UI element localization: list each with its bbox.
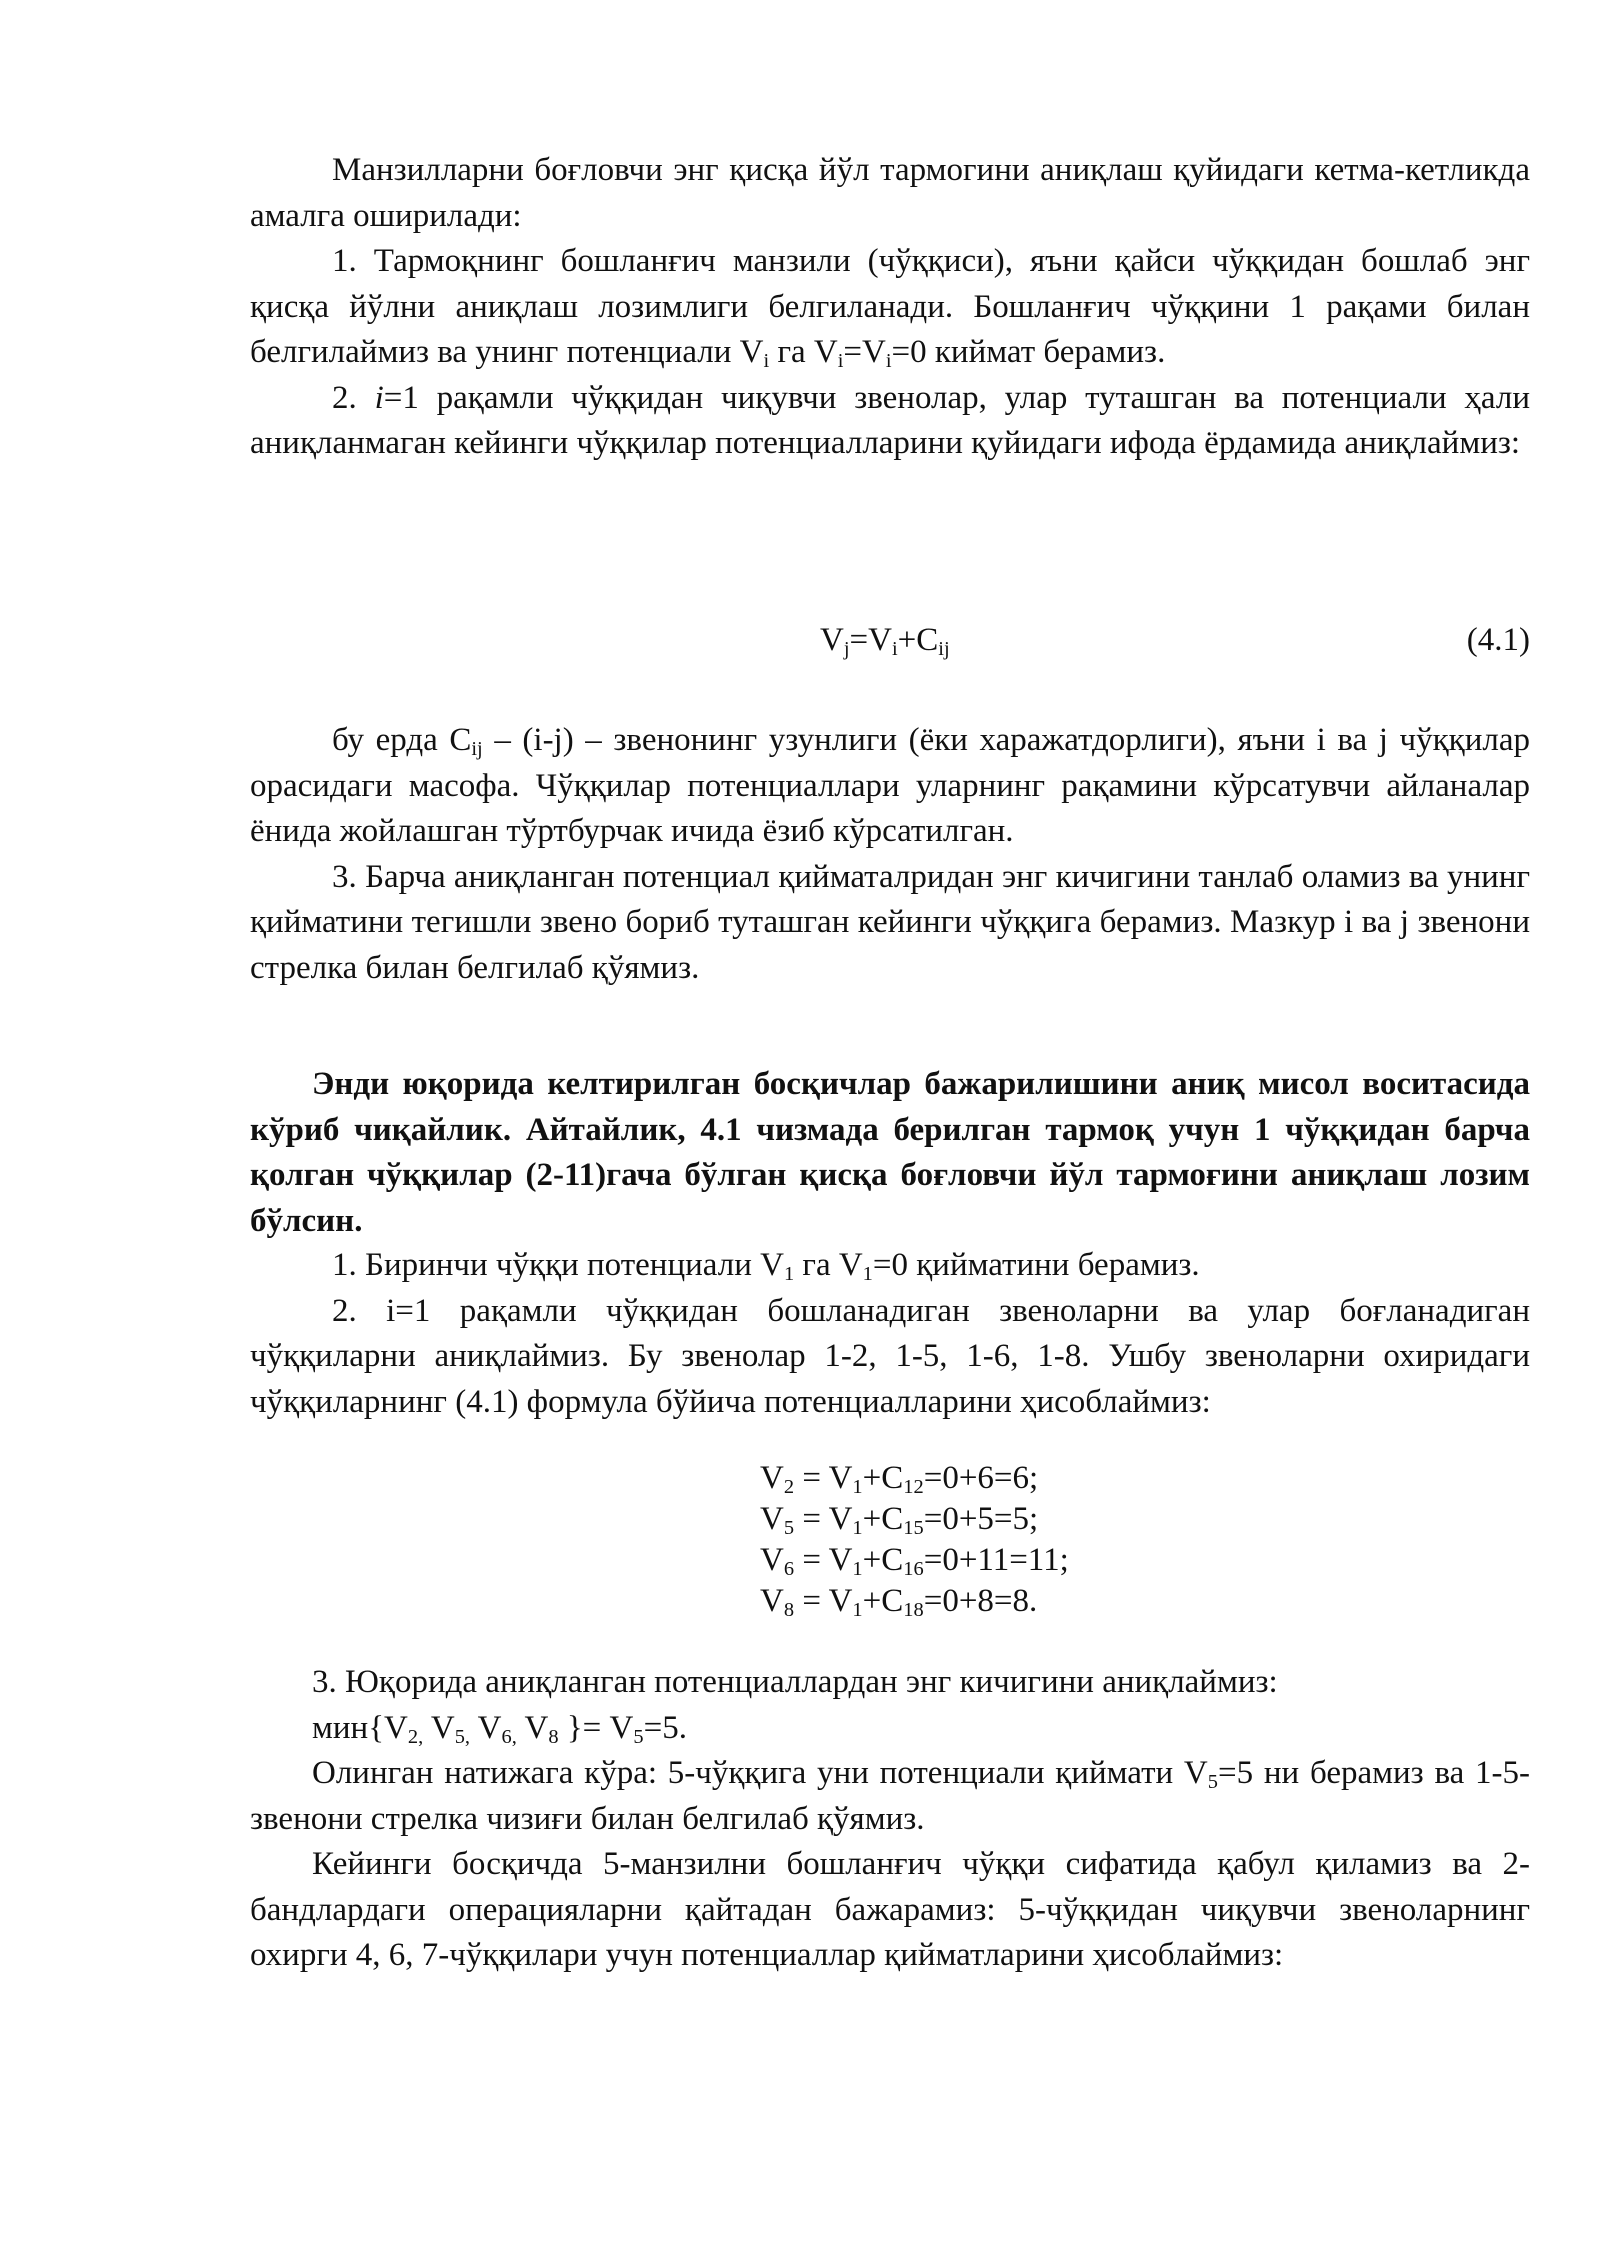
- formula-expression: $V_j=V_i+C_{ij}$: [820, 622, 950, 661]
- potential-equations: [760, 1458, 1069, 1622]
- next-step-paragraph: Кейинги босқичда 5-манзилни бошланғич чўққи сифатида қабул қиламиз ва 2-бандлардаги операцияларни қайтадан бажарамиз: 5-чўққидан чиқувчи звеноларнинг охирги 4, 6, 7-чўққилари учун потенциаллар қийматларини ҳисоблаймиз:: [250, 1846, 1530, 1973]
- equation-line: $V_2 = V_1+C_{12}=0+6=6$;: [760, 1460, 1039, 1499]
- definition-paragraph: бу ерда $C_{ij} - (i-j)$ – звенонинг узунлиги (ёки харажатдорлиги), яъни i ва j чўққилар орасидаги масофа. Чўққилар потенциаллари уларнинг рақамини кўрсатувчи айланалар ёнида жойлашган тўртбурчак ичида ёзиб кўрсатилган.: [250, 722, 1530, 849]
- example-step-3: 3. Юқорида аниқланган потенциаллардан энг кичигини аниқлаймиз:: [312, 1664, 1278, 1700]
- step-1-paragraph: 1. Тармоқнинг бошланғич манзили (чўққиси), яъни қайси чўққидан бошлаб энг қисқа йўлни аниқлаш лозимлиги белгиланади. Бошланғич чўққини 1 рақами билан белгилаймиз ва унинг потенциали $V_i$ га $V_i=V_i=0$ киймат берамиз.: [250, 243, 1530, 373]
- example-steps: [250, 1243, 1530, 1425]
- formula-label: (4.1): [1466, 622, 1530, 658]
- step-2-paragraph: 2. i=1 рақамли чўққидан чиқувчи звенолар, улар туташган ва потенциали ҳали аниқланмаган кейинги чўққилар потенциалларини қуйидаги ифода ёрдамида аниқлаймиз:: [250, 379, 1530, 461]
- intro-paragraph: Манзилларни боғловчи энг қисқа йўл тармогини аниқлаш қуйидаги кетма-кетликда амалга оширилади:: [250, 152, 1530, 234]
- equation-line: $V_5 = V_1+C_{15}=0+5=5$;: [760, 1501, 1039, 1540]
- example-step-1: 1. Биринчи чўққи потенциали $V_1$ га $V_1=0$ қийматини берамиз.: [332, 1247, 1200, 1286]
- example-conclusion: [250, 1660, 1530, 1979]
- step-3-paragraph: 3. Барча аниқланган потенциал қийматалридан энг кичигини танлаб оламиз ва унинг қийматини тегишли звено бориб туташган кейинги чўққига берамиз. Мазкур i ва j звенони стрелка билан белгилаб қўямиз.: [250, 858, 1530, 986]
- example-section: [250, 1062, 1530, 1244]
- algorithm-section: [250, 148, 1530, 467]
- algorithm-section-cont: [250, 718, 1530, 991]
- example-intro-paragraph: Энди юқорида келтирилган босқичлар бажарилишини аниқ мисол воситасида кўриб чиқайлик. Айтайлик, 4.1 чизмада берилган тармоқ учун 1 чўққидан барча қолган чўққилар (2-11)гача бўлган қисқа боғловчи йўл тармоғини аниқлаш лозим бўлсин.: [250, 1066, 1530, 1239]
- result-paragraph: Олинган натижага кўра: 5-чўққига уни потенциали қиймати $V_5=5$ ни берамиз ва 1-5-звенони стрелка чизиғи билан белгилаб қўямиз.: [250, 1755, 1531, 1837]
- equation-line: $V_8 = V_1+C_{18}=0+8=8$.: [760, 1583, 1038, 1622]
- equation-line: $V_6 = V_1+C_{16}=0+11=11$;: [760, 1542, 1069, 1581]
- min-expression: $мин\{V_{2,}$ $V_{5,}$ $V_{6,}$ $V_8$ }= $V_5=5$.: [312, 1709, 687, 1748]
- example-step-2: 2. i=1 рақамли чўққидан бошланадиган звеноларни ва улар боғланадиган чўққиларни аниқлаймиз. Бу звенолар 1-2, 1-5, 1-6, 1-8. Ушбу звеноларни охиридаги чўққиларнинг (4.1) формула бўйича потенциалларини ҳисоблаймиз:: [250, 1292, 1530, 1420]
